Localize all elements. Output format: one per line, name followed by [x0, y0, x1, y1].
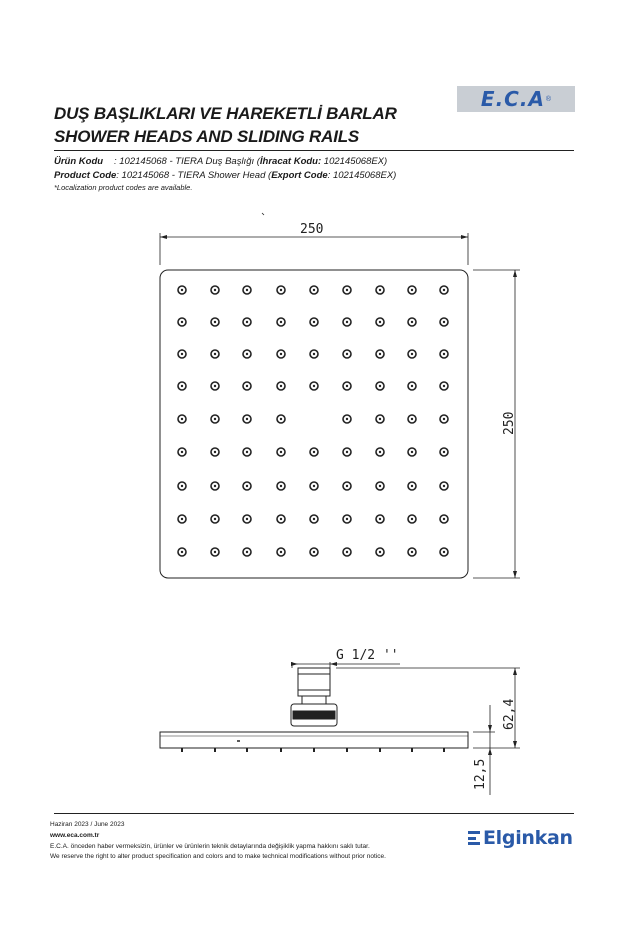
nozzle [408, 286, 416, 294]
nozzle [178, 318, 186, 326]
export-code-en-value: : 102145068EX) [327, 170, 397, 181]
nozzle [277, 350, 285, 358]
shower-plate [160, 732, 468, 748]
nozzle [277, 515, 285, 523]
title-english: SHOWER HEADS AND SLIDING RAILS [54, 127, 360, 146]
nozzle [277, 415, 285, 423]
nozzle [178, 350, 186, 358]
elginkan-mark-icon [468, 831, 480, 845]
nozzle [243, 318, 251, 326]
nozzle [277, 382, 285, 390]
footer-website[interactable]: www.eca.com.tr [50, 832, 100, 839]
nozzle [376, 350, 384, 358]
nozzle [376, 548, 384, 556]
nozzle [243, 515, 251, 523]
nozzle [310, 318, 318, 326]
localization-note: *Localization product codes are available. [54, 183, 193, 192]
nozzle [178, 548, 186, 556]
nozzle [211, 350, 219, 358]
footer-disclaimer-en: We reserve the right to alter product specification and colors and to make technical modifications without prior notice. [50, 853, 386, 860]
nozzle [408, 515, 416, 523]
dimension-height-label: 250 [502, 411, 517, 435]
product-code-en-label: Product Code [54, 170, 117, 181]
top-view [160, 213, 520, 578]
nozzle [343, 382, 351, 390]
thread-size-label: G 1/2 '' [336, 648, 399, 663]
nozzle [440, 448, 448, 456]
nozzle [376, 382, 384, 390]
footer-divider [54, 813, 574, 814]
nozzle [440, 318, 448, 326]
registered-mark: ® [545, 95, 552, 103]
elginkan-logo [468, 827, 573, 849]
nozzle [211, 482, 219, 490]
nozzle [343, 350, 351, 358]
nozzle [376, 286, 384, 294]
side-nozzles [182, 748, 444, 752]
nozzle [440, 286, 448, 294]
nozzle [178, 286, 186, 294]
nozzle [277, 548, 285, 556]
nozzle [277, 482, 285, 490]
nozzle [211, 448, 219, 456]
nozzle [310, 548, 318, 556]
nozzle [408, 448, 416, 456]
nozzle [343, 515, 351, 523]
dimension-width-label: 250 [300, 222, 324, 237]
nozzle [376, 415, 384, 423]
nozzle [178, 515, 186, 523]
nozzle [408, 482, 416, 490]
nozzle [243, 350, 251, 358]
nozzle [243, 415, 251, 423]
nozzle [310, 382, 318, 390]
nozzle [376, 448, 384, 456]
nozzle [440, 382, 448, 390]
nozzle-grid [178, 286, 448, 556]
nozzle [376, 318, 384, 326]
footer-date: Haziran 2023 / June 2023 [50, 821, 125, 828]
product-code-tr-value: : 102145068 - TIERA Duş Başlığı ( [114, 156, 260, 167]
nozzle [343, 548, 351, 556]
thread-connector [298, 668, 330, 696]
product-code-tr-label: Ürün Kodu [54, 156, 104, 167]
nozzle [408, 318, 416, 326]
nozzle [277, 286, 285, 294]
nozzle [343, 286, 351, 294]
nozzle [376, 482, 384, 490]
nozzle [343, 318, 351, 326]
nozzle [408, 350, 416, 358]
nozzle [243, 548, 251, 556]
product-code-en-value: : 102145068 - TIERA Shower Head ( [116, 170, 272, 181]
nozzle [440, 415, 448, 423]
nozzle [277, 318, 285, 326]
side-view [160, 662, 520, 795]
nozzle [178, 415, 186, 423]
nozzle [243, 482, 251, 490]
nozzle [243, 448, 251, 456]
nozzle [440, 515, 448, 523]
total-height-label: 62,4 [502, 698, 517, 730]
nozzle [310, 286, 318, 294]
nozzle [310, 448, 318, 456]
nozzle [178, 448, 186, 456]
nozzle [310, 482, 318, 490]
nozzle [243, 382, 251, 390]
nozzle [440, 482, 448, 490]
footer-disclaimer-tr: E.C.A. önceden haber vermeksizin, ürünler ve ürünlerin teknik detaylarında değişiklik yapma hakkını saklı tutar. [50, 843, 370, 850]
nozzle [376, 515, 384, 523]
nozzle [211, 318, 219, 326]
title-turkish: DUŞ BAŞLIKLARI VE HAREKETLİ BARLAR [54, 104, 397, 123]
nozzle [211, 286, 219, 294]
nozzle [211, 415, 219, 423]
nozzle [440, 350, 448, 358]
shower-head-outline [160, 270, 468, 578]
export-code-en-label: Export Code [271, 170, 328, 181]
nozzle [178, 482, 186, 490]
nozzle [408, 548, 416, 556]
nozzle [277, 448, 285, 456]
nozzle [211, 382, 219, 390]
nozzle [343, 415, 351, 423]
nozzle [343, 482, 351, 490]
eca-logo-text: E.C.A [480, 87, 545, 111]
nozzle [243, 286, 251, 294]
nozzle [310, 515, 318, 523]
export-code-tr-value: 102145068EX) [321, 156, 388, 167]
elginkan-logo-text: Elginkan [483, 827, 573, 849]
nozzle [211, 548, 219, 556]
nozzle [343, 448, 351, 456]
nozzle [408, 382, 416, 390]
nozzle [178, 382, 186, 390]
nozzle [211, 515, 219, 523]
plate-thickness-label: 12,5 [473, 758, 488, 790]
nozzle [408, 415, 416, 423]
export-code-tr-label: İhracat Kodu: [259, 156, 322, 167]
nozzle [310, 350, 318, 358]
nozzle [440, 548, 448, 556]
